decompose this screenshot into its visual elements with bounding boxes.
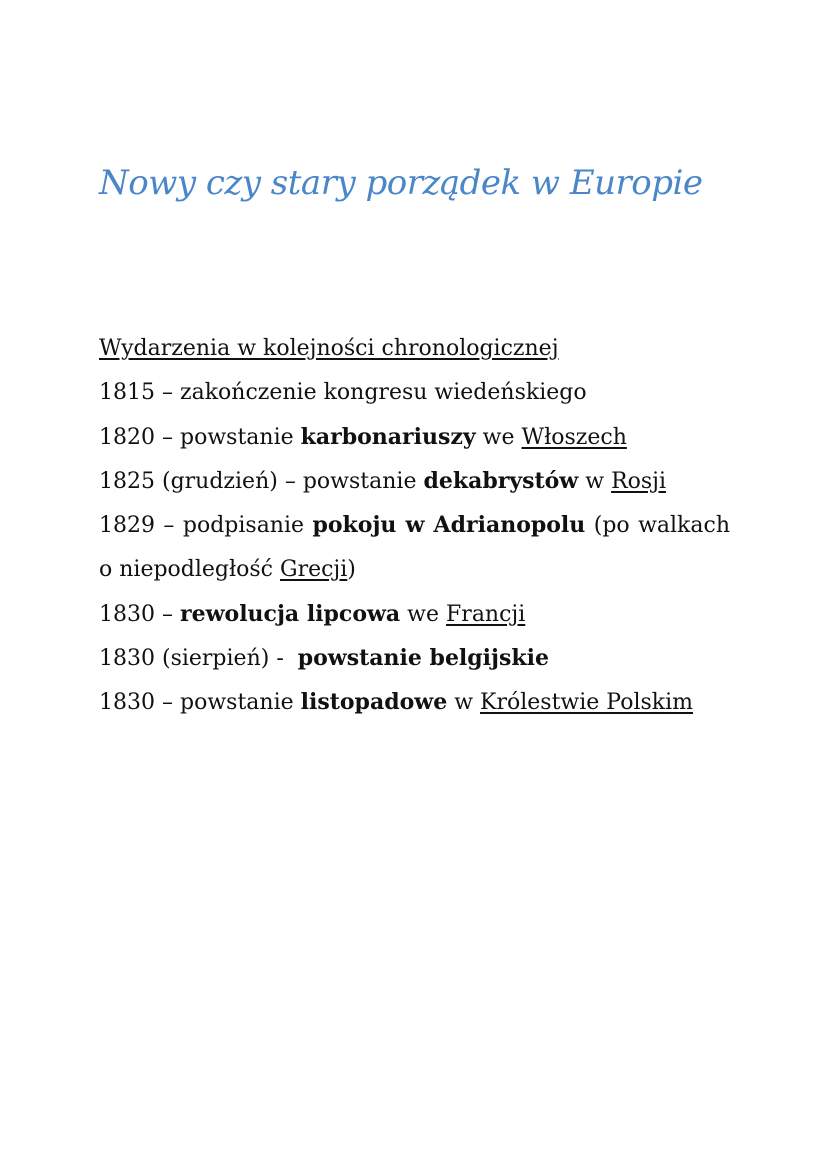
- event-keyword: listopadowe: [300, 689, 448, 715]
- event-text: podpisanie: [182, 513, 313, 538]
- event-text: powstanie: [302, 469, 424, 494]
- event-date: 1830: [99, 602, 155, 627]
- event-keyword: rewolucja lipcowa: [180, 601, 401, 627]
- event-1825: [99, 459, 730, 503]
- event-text: we: [475, 425, 522, 450]
- event-separator: –: [155, 380, 180, 405]
- event-separator: –: [155, 602, 180, 627]
- event-text: powstanie: [180, 690, 301, 715]
- event-text: (po walkach o niepodległość: [99, 513, 730, 582]
- event-separator: –: [155, 690, 180, 715]
- event-keyword: karbonariuszy: [300, 424, 476, 450]
- event-1830-november: [99, 680, 730, 725]
- event-separator: –: [155, 425, 180, 450]
- event-keyword: pokoju w Adrianopolu: [312, 512, 586, 538]
- event-text: w: [578, 469, 612, 494]
- place-link-grecja[interactable]: Grecji: [280, 557, 348, 582]
- event-text: powstanie: [180, 425, 301, 450]
- event-date: 1825 (grudzień): [99, 469, 278, 494]
- event-date: 1815: [99, 380, 155, 405]
- event-separator: –: [155, 513, 183, 538]
- event-date: 1830: [99, 690, 155, 715]
- event-1829: [99, 503, 730, 592]
- event-text: we: [400, 602, 447, 627]
- event-date: 1820: [99, 425, 155, 450]
- event-text: zakończenie kongresu wiedeńskiego: [180, 380, 587, 405]
- event-keyword: dekabrystów: [423, 468, 579, 494]
- section-heading: Wydarzenia w kolejności chronologicznej: [99, 336, 559, 361]
- place-link-francja[interactable]: Francji: [446, 602, 526, 627]
- event-1830-august: [99, 636, 730, 680]
- events-list: [99, 327, 730, 725]
- event-1815: [99, 371, 730, 415]
- place-link-rosja[interactable]: Rosji: [611, 469, 667, 494]
- place-link-wlochy[interactable]: Włoszech: [521, 425, 627, 450]
- page-title: Nowy czy stary porządek w Europie: [99, 163, 703, 203]
- event-text: w: [447, 690, 481, 715]
- event-1830-july: [99, 592, 730, 636]
- place-link-krolestwo-polskie[interactable]: Królestwie Polskim: [480, 690, 694, 715]
- event-separator: –: [277, 469, 303, 494]
- event-date: 1829: [99, 513, 155, 538]
- event-keyword: powstanie belgijskie: [297, 645, 549, 671]
- event-date: 1830 (sierpień): [99, 646, 270, 671]
- event-separator: -: [269, 646, 298, 671]
- event-1820: [99, 415, 730, 459]
- event-text: ): [347, 557, 356, 582]
